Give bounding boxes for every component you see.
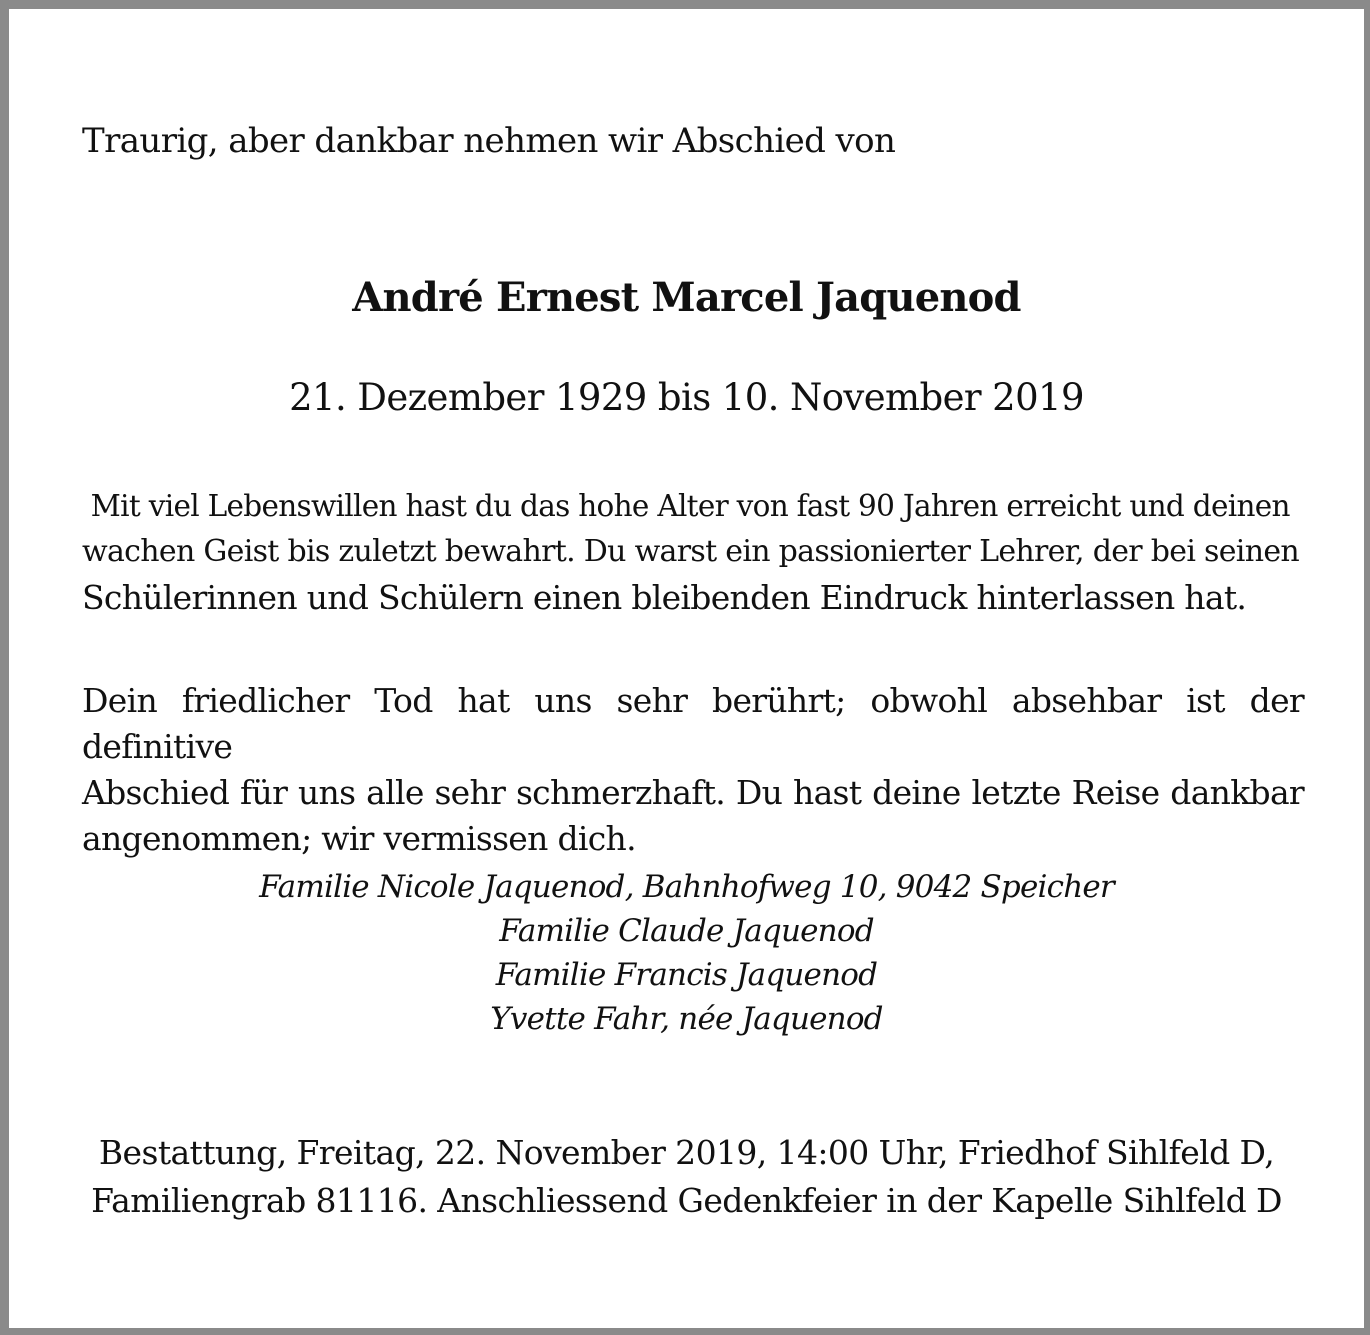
paragraph-remembrance <box>82 483 1304 621</box>
family-entry: Yvette Fahr, née Jaquenod <box>490 1001 883 1037</box>
intro-text: Traurig, aber dankbar nehmen wir Abschied von <box>82 121 896 161</box>
deceased-name: André Ernest Marcel Jaquenod <box>352 274 1021 321</box>
funeral-line: Bestattung, Freitag, 22. November 2019, 14:00 Uhr, Friedhof Sihlfeld D, <box>98 1133 1275 1172</box>
paragraph-line: Dein friedlicher Tod hat uns sehr berührt; obwohl absehbar ist der definitive <box>82 681 1304 766</box>
paragraph-line: Schülerinnen und Schülern einen bleibenden Eindruck hinterlassen hat. <box>82 578 1247 617</box>
family-entry: Familie Francis Jaquenod <box>495 957 878 993</box>
life-dates: 21. Dezember 1929 bis 10. November 2019 <box>289 376 1084 419</box>
family-entry: Familie Claude Jaquenod <box>499 913 874 949</box>
family-list <box>9 865 1364 1041</box>
funeral-details <box>9 1129 1364 1225</box>
paragraph-line: angenommen; wir vermissen dich. <box>82 819 636 858</box>
paragraph-farewell <box>82 678 1304 862</box>
family-entry: Familie Nicole Jaquenod, Bahnhofweg 10, 9042 Speicher <box>259 869 1114 905</box>
funeral-line: Familiengrab 81116. Anschliessend Gedenkfeier in der Kapelle Sihlfeld D <box>91 1181 1282 1220</box>
paragraph-line: wachen Geist bis zuletzt bewahrt. Du warst ein passionierter Lehrer, der bei seinen <box>82 534 1299 569</box>
paragraph-line: Abschied für uns alle sehr schmerzhaft. Du hast deine letzte Reise dankbar <box>82 773 1304 812</box>
paragraph-line: Mit viel Lebenswillen hast du das hohe Alter von fast 90 Jahren erreicht und deinen <box>82 489 1290 523</box>
